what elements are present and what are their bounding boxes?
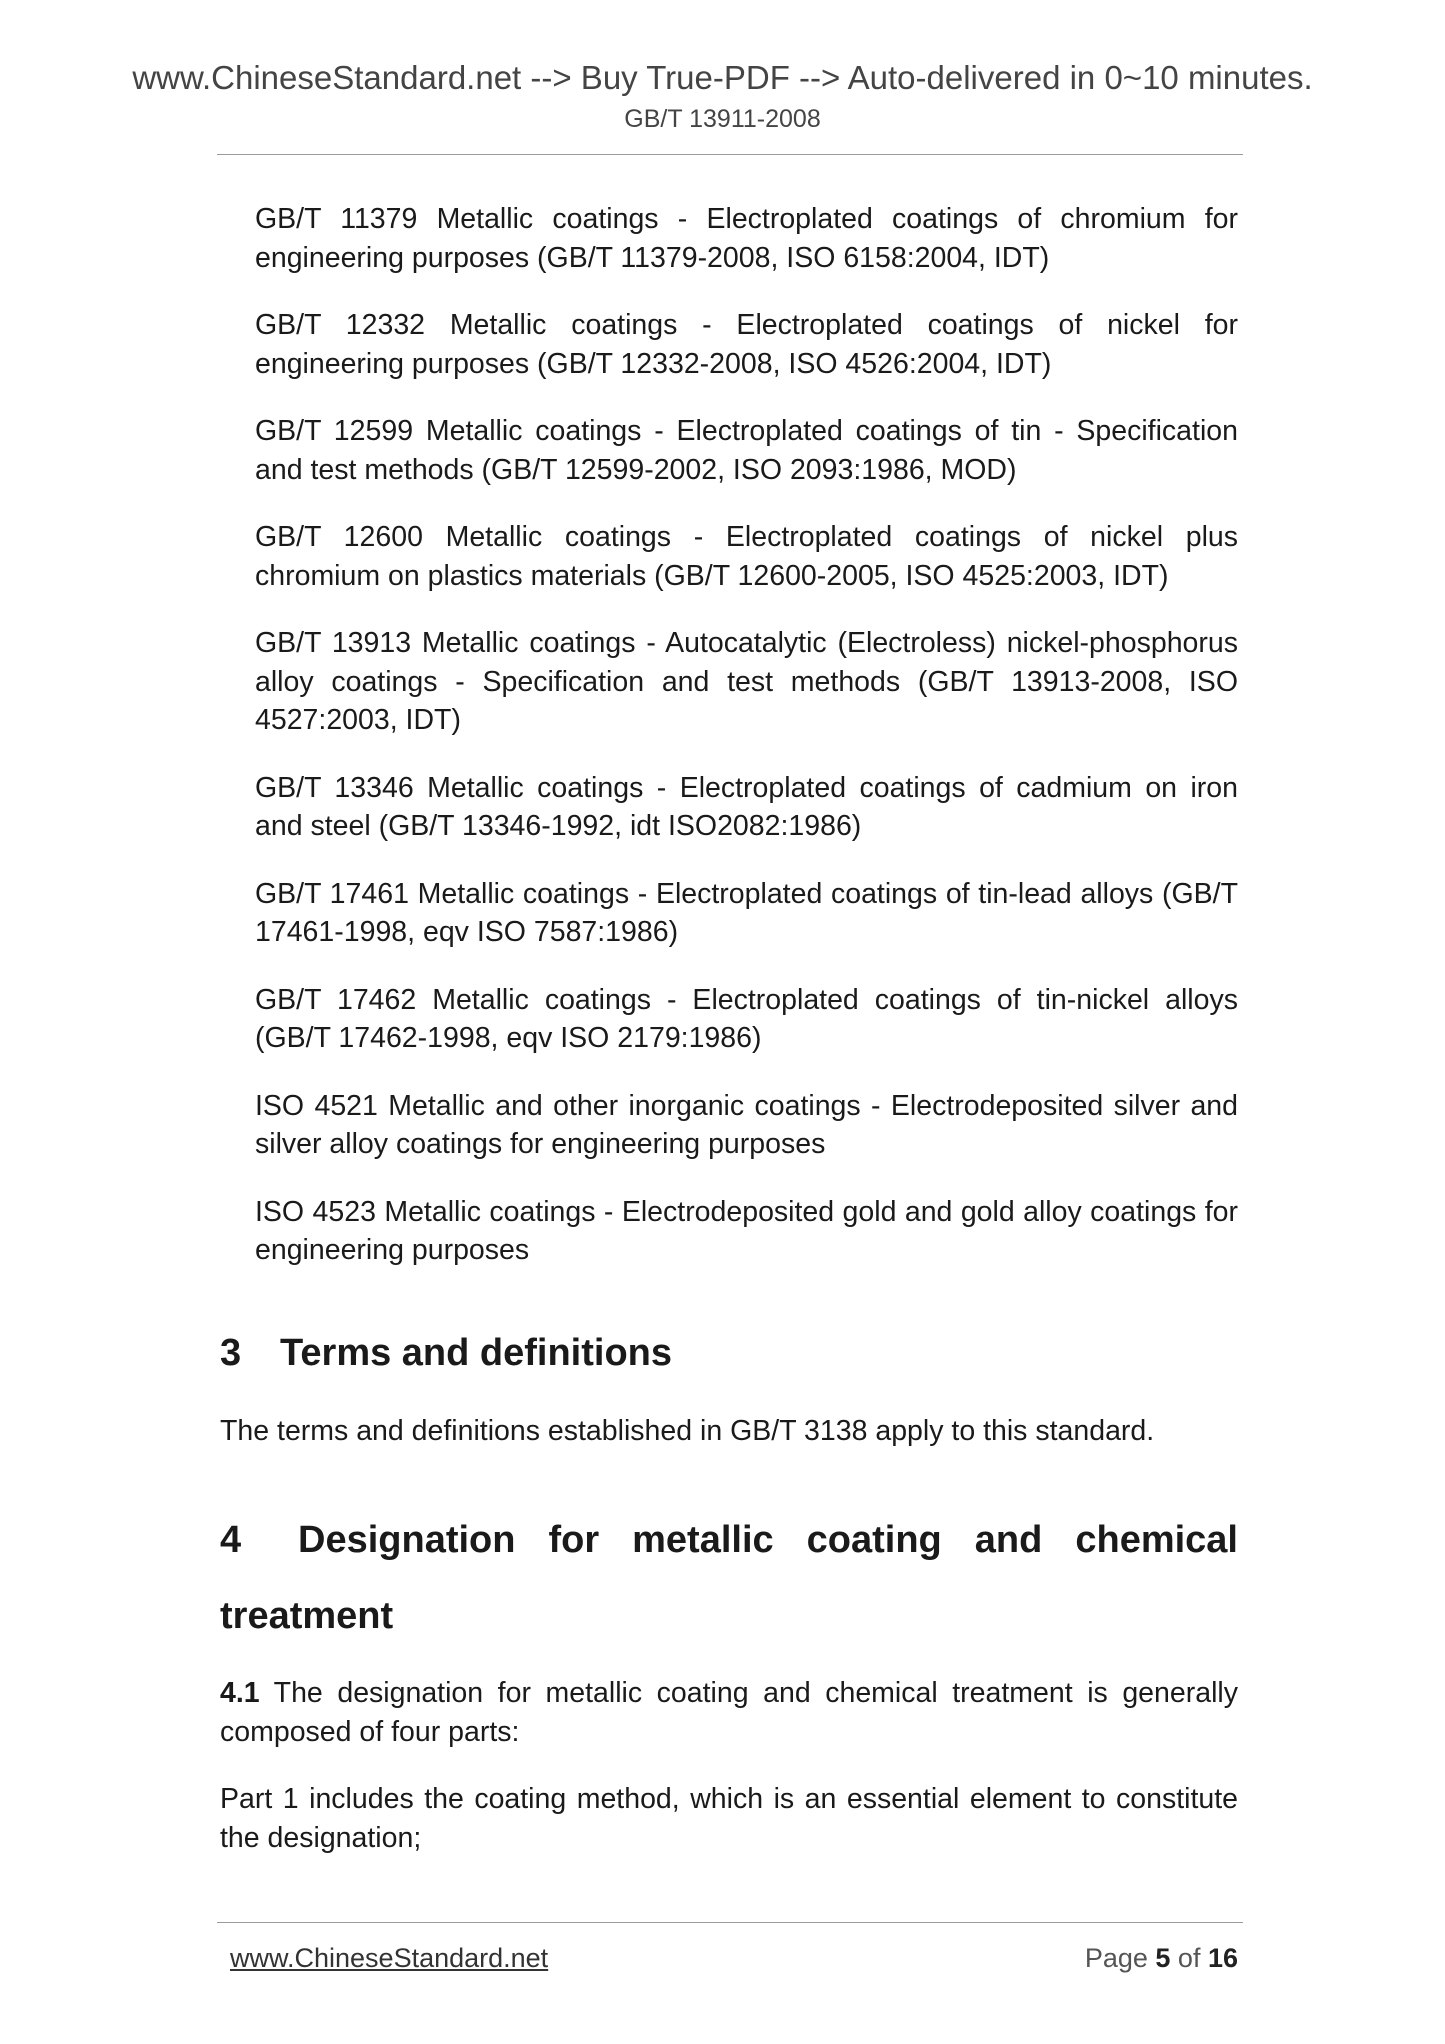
footer-website-link[interactable]: www.ChineseStandard.net <box>230 1943 549 1973</box>
section-4-number: 4 <box>220 1519 242 1561</box>
clause-4-1-text: The designation for metallic coating and chemical treatment is generally composed of four parts: <box>220 1677 1238 1748</box>
clause-4-1 <box>220 1674 1238 1751</box>
reference-item: ISO 4523 Metallic coatings - Electrodeposited gold and gold alloy coatings for engineering purposes <box>255 1195 1238 1266</box>
section-3-body: The terms and definitions established in GB/T 3138 apply to this standard. <box>220 1415 1155 1447</box>
reference-item: GB/T 13913 Metallic coatings - Autocatalytic (Electroless) nickel-phosphorus alloy coatings - Specification and test methods (GB/T 13913-2008, ISO 4527:2003, IDT) <box>255 627 1238 736</box>
page-of: of <box>1170 1943 1208 1973</box>
section-3-number: 3 <box>220 1332 242 1374</box>
header-divider <box>217 154 1243 155</box>
section-3-heading <box>220 1315 1238 1391</box>
reference-item: GB/T 12600 Metallic coatings - Electroplated coatings of nickel plus chromium on plastics materials (GB/T 12600-2005, ISO 4525:2003, IDT) <box>255 521 1238 592</box>
reference-item: GB/T 13346 Metallic coatings - Electroplated coatings of cadmium on iron and steel (GB/T 13346-1992, idt ISO2082:1986) <box>255 771 1238 842</box>
header-banner: www.ChineseStandard.net --> Buy True-PDF --> Auto-delivered in 0~10 minutes. <box>132 59 1313 96</box>
clause-part-1: Part 1 includes the coating method, which is an essential element to constitute the designation; <box>220 1783 1238 1854</box>
page-current: 5 <box>1155 1943 1171 1973</box>
normative-references-list <box>255 200 1238 1299</box>
reference-item: ISO 4521 Metallic and other inorganic coatings - Electrodeposited silver and silver alloy coatings for engineering purposes <box>255 1089 1238 1160</box>
reference-item: GB/T 17461 Metallic coatings - Electroplated coatings of tin-lead alloys (GB/T 17461-1998, eqv ISO 7587:1986) <box>255 877 1238 948</box>
page-number <box>1085 1942 1238 1974</box>
footer-divider <box>217 1922 1243 1923</box>
page-prefix: Page <box>1084 1943 1156 1973</box>
document-id: GB/T 13911-2008 <box>624 105 821 133</box>
page-total: 16 <box>1207 1943 1238 1973</box>
section-3-title: Terms and definitions <box>280 1332 673 1374</box>
reference-item: GB/T 12599 Metallic coatings - Electroplated coatings of tin - Specification and test methods (GB/T 12599-2002, ISO 2093:1986, MOD) <box>255 415 1238 486</box>
reference-item: GB/T 17462 Metallic coatings - Electroplated coatings of tin-nickel alloys (GB/T 17462-1998, eqv ISO 2179:1986) <box>255 983 1238 1054</box>
reference-item: GB/T 11379 Metallic coatings - Electroplated coatings of chromium for engineering purposes (GB/T 11379-2008, ISO 6158:2004, IDT) <box>255 203 1238 274</box>
clause-4-1-number: 4.1 <box>220 1677 260 1709</box>
section-4-heading <box>220 1502 1238 1654</box>
section-4-title: Designation for metallic coating and chemical treatment <box>220 1519 1238 1637</box>
reference-item: GB/T 12332 Metallic coatings - Electroplated coatings of nickel for engineering purposes (GB/T 12332-2008, ISO 4526:2004, IDT) <box>255 309 1238 380</box>
